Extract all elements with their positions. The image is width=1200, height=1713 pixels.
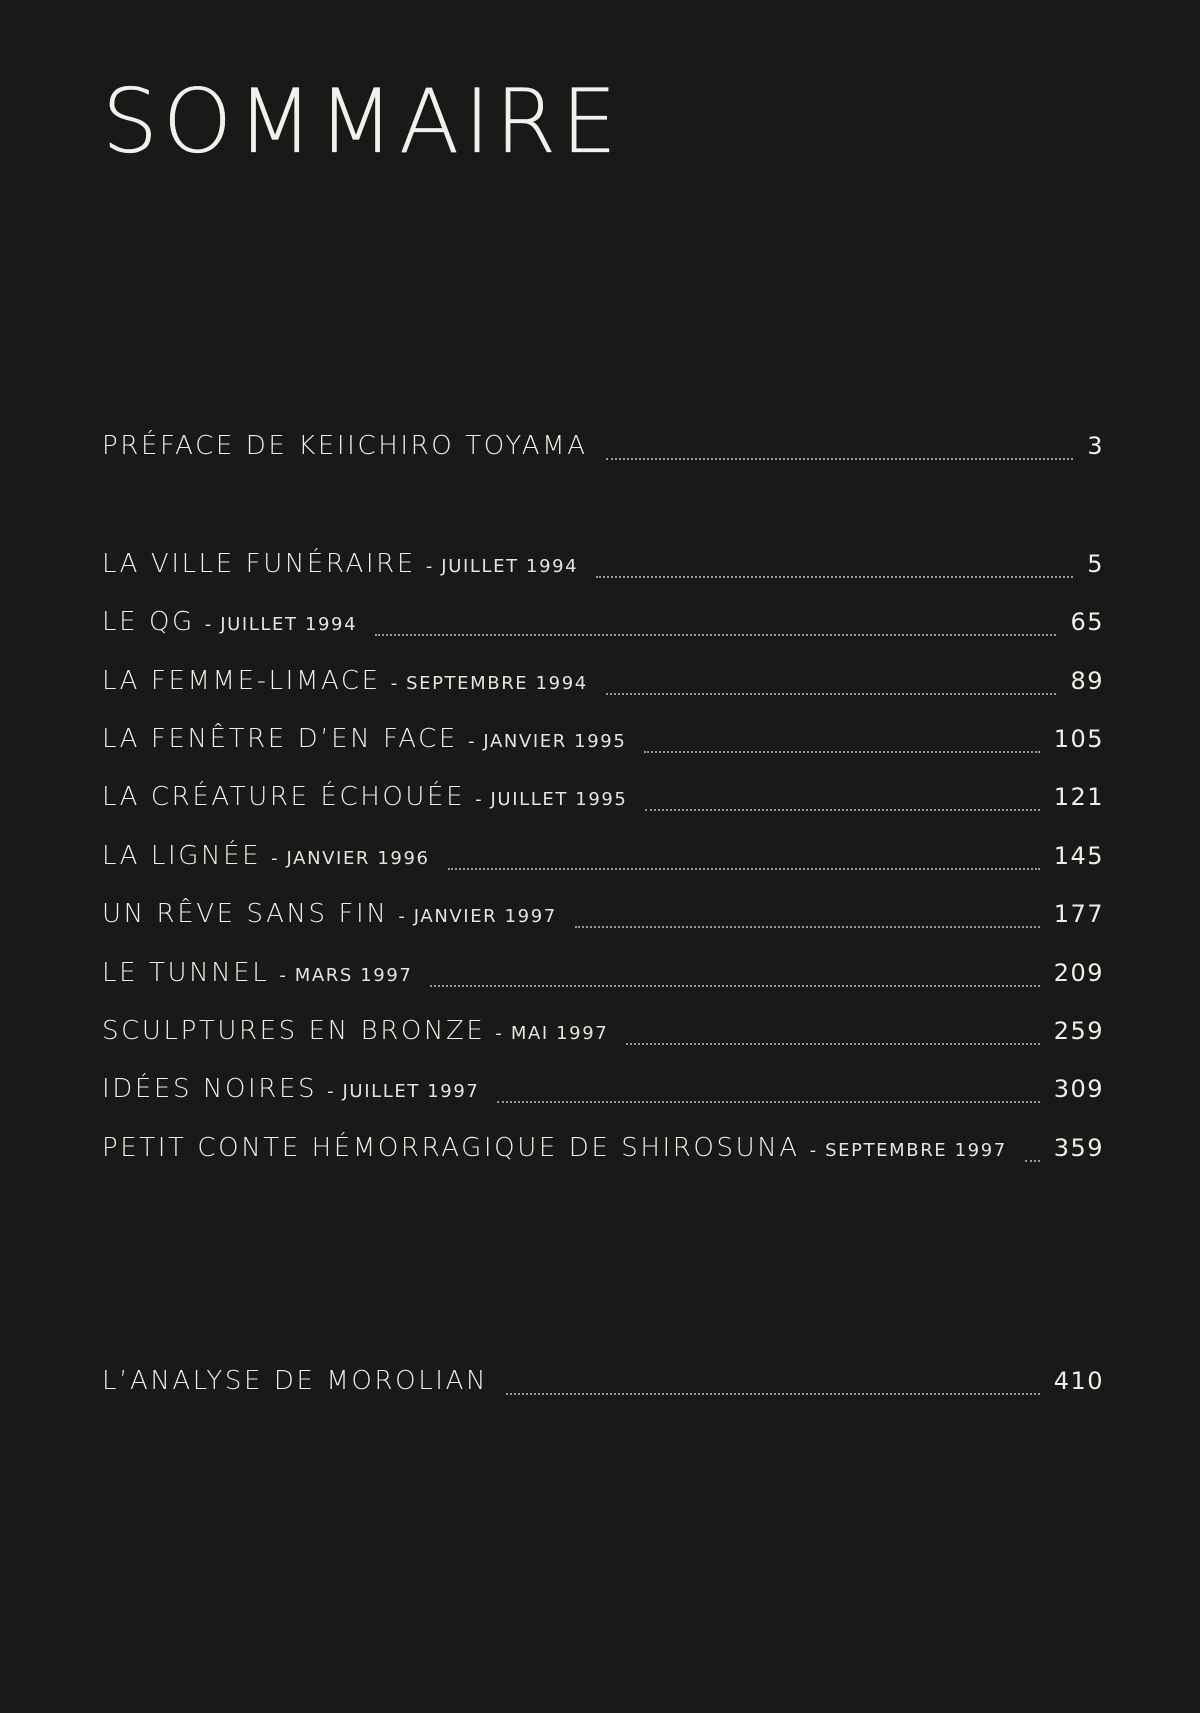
toc-entry-title: L’ANALYSE DE MOROLIAN <box>102 1366 489 1396</box>
dot-leader <box>596 576 1073 578</box>
toc-entry-date: - JANVIER 1996 <box>271 848 430 869</box>
toc-page-number: 259 <box>1053 1017 1104 1045</box>
dot-leader <box>1025 1160 1040 1162</box>
toc-entry-title: LA CRÉATURE ÉCHOUÉE <box>102 782 466 812</box>
toc-entry-story <box>102 841 1104 881</box>
dot-leader <box>626 1043 1039 1045</box>
dot-leader <box>497 1101 1039 1103</box>
toc-page-number: 121 <box>1053 783 1104 811</box>
toc-entry-date: - SEPTEMBRE 1997 <box>809 1140 1007 1161</box>
toc-entry-title: IDÉES NOIRES <box>102 1074 318 1104</box>
toc-entry-date: - JANVIER 1995 <box>467 731 627 752</box>
dot-leader <box>506 1393 1040 1395</box>
toc-entry-title: SCULPTURES EN BRONZE <box>102 1016 486 1046</box>
toc-entry-preface <box>102 431 1104 471</box>
toc-entry-title: LE QG <box>102 607 195 637</box>
dot-leader <box>606 693 1057 695</box>
toc-entry-date: - SEPTEMBRE 1994 <box>390 673 588 694</box>
toc-entry-date: - JUILLET 1994 <box>204 614 358 635</box>
toc-entry-title: LA VILLE FUNÉRAIRE <box>102 549 416 579</box>
toc-entry-title: LA FENÊTRE D’EN FACE <box>102 724 458 754</box>
toc-entry-story <box>102 724 1104 764</box>
dot-leader <box>606 458 1074 460</box>
page-title: SOMMAIRE <box>102 70 622 173</box>
toc-entry-story <box>102 899 1104 939</box>
toc-entry-date: - MARS 1997 <box>279 965 413 986</box>
toc-entry-date: - JUILLET 1995 <box>475 789 628 810</box>
toc-entry-story <box>102 1133 1104 1173</box>
toc-page-number: 3 <box>1087 432 1104 460</box>
dot-leader <box>448 868 1040 870</box>
toc-entry-title: UN RÊVE SANS FIN <box>102 899 389 929</box>
toc-page-number: 145 <box>1053 842 1104 870</box>
toc-entry-date: - MAI 1997 <box>495 1023 609 1044</box>
toc-page-number: 65 <box>1070 608 1104 636</box>
toc-page-number: 309 <box>1053 1075 1104 1103</box>
toc-entry-date: - JUILLET 1997 <box>327 1081 480 1102</box>
toc-page-number: 105 <box>1053 725 1104 753</box>
toc-entry-date: - JUILLET 1994 <box>425 556 579 577</box>
toc-page-number: 177 <box>1053 900 1104 928</box>
toc-entry-title: LA FEMME-LIMACE <box>102 666 381 696</box>
toc-page-number: 359 <box>1053 1134 1104 1162</box>
toc-page-number: 5 <box>1087 550 1104 578</box>
toc-entry-story <box>102 782 1104 822</box>
toc-entry-analysis <box>102 1366 1104 1406</box>
toc-entry-date: - JANVIER 1997 <box>398 906 557 927</box>
toc-entry-story <box>102 1074 1104 1114</box>
toc-entry-story <box>102 666 1104 706</box>
toc-entry-title: LA LIGNÉE <box>102 841 262 871</box>
dot-leader <box>644 751 1039 753</box>
toc-page-number: 209 <box>1053 959 1104 987</box>
toc-entry-story <box>102 607 1104 647</box>
toc-page-number: 89 <box>1070 667 1104 695</box>
dot-leader <box>430 985 1039 987</box>
toc-entry-story <box>102 549 1104 589</box>
toc-entry-title: PRÉFACE DE KEIICHIRO TOYAMA <box>102 431 588 461</box>
dot-leader <box>375 634 1056 636</box>
toc-entry-story <box>102 1016 1104 1056</box>
toc-page-number: 410 <box>1053 1367 1104 1395</box>
dot-leader <box>575 926 1040 928</box>
toc-entry-title: LE TUNNEL <box>102 958 270 988</box>
dot-leader <box>645 809 1039 811</box>
toc-entry-title: PETIT CONTE HÉMORRAGIQUE DE SHIROSUNA <box>102 1133 800 1163</box>
toc-entry-story <box>102 958 1104 998</box>
